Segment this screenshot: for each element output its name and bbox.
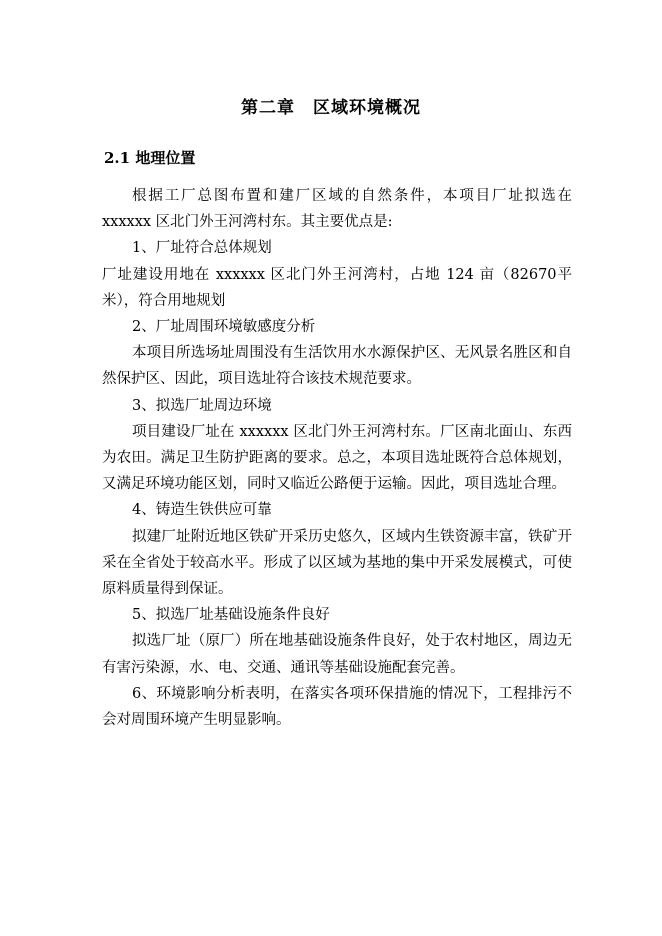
paragraph-intro: 根据工厂总图布置和建厂区域的自然条件，本项目厂址拟选在xxxxxx 区北门外王河湾村东。其主要优点是: (102, 188, 572, 231)
paragraph-environmental-impact: 6、环境影响分析表明，在落实各项环保措施的情况下，工程排污不会对周围环境产生明显影响。 (102, 685, 572, 729)
paragraph-infrastructure: 拟选厂址（原厂）所在地基础设施条件良好，处于农村地区，周边无有害污染源，水、电、交通、通讯等基础设施配套完善。 (102, 633, 572, 676)
paragraph-iron-supply: 拟建厂址附近地区铁矿开采历史悠久，区域内生铁资源丰富，铁矿开采在全省处于较高水平。形成了以区域为基地的集中开采发展模式，可使原料质量得到保证。 (102, 528, 572, 598)
list-item-heading-5: 5、拟选厂址基础设施条件良好 (132, 607, 330, 624)
section-body (102, 183, 572, 733)
list-item-heading-4: 4、铸造生铁供应可靠 (132, 502, 272, 519)
chapter-title: 第二章 区域环境概况 (241, 98, 421, 118)
paragraph-land-use: 厂址建设用地在 xxxxxx 区北门外王河湾村，占地 124 亩（82670平米），符合用地规划 (102, 266, 572, 309)
list-item-heading-1: 1、厂址符合总体规划 (132, 240, 272, 257)
section-heading: 2.1 地理位置 (104, 149, 196, 167)
paragraph-surroundings: 项目建设厂址在 xxxxxx 区北门外王河湾村东。厂区南北面山、东西为农田。满足卫生防护距离的要求。总之，本项目选址既符合总体规划，又满足环境功能区划，同时又临近公路便于运输。因此，项目选址合理。 (102, 423, 572, 493)
list-item-heading-2: 2、厂址周围环境敏感度分析 (132, 319, 316, 336)
list-item-heading-3: 3、拟选厂址周边环境 (132, 397, 272, 414)
paragraph-sensitivity: 本项目所选场址周围没有生活饮用水水源保护区、无风景名胜区和自然保护区、因此，项目选址符合该技术规范要求。 (102, 345, 572, 388)
